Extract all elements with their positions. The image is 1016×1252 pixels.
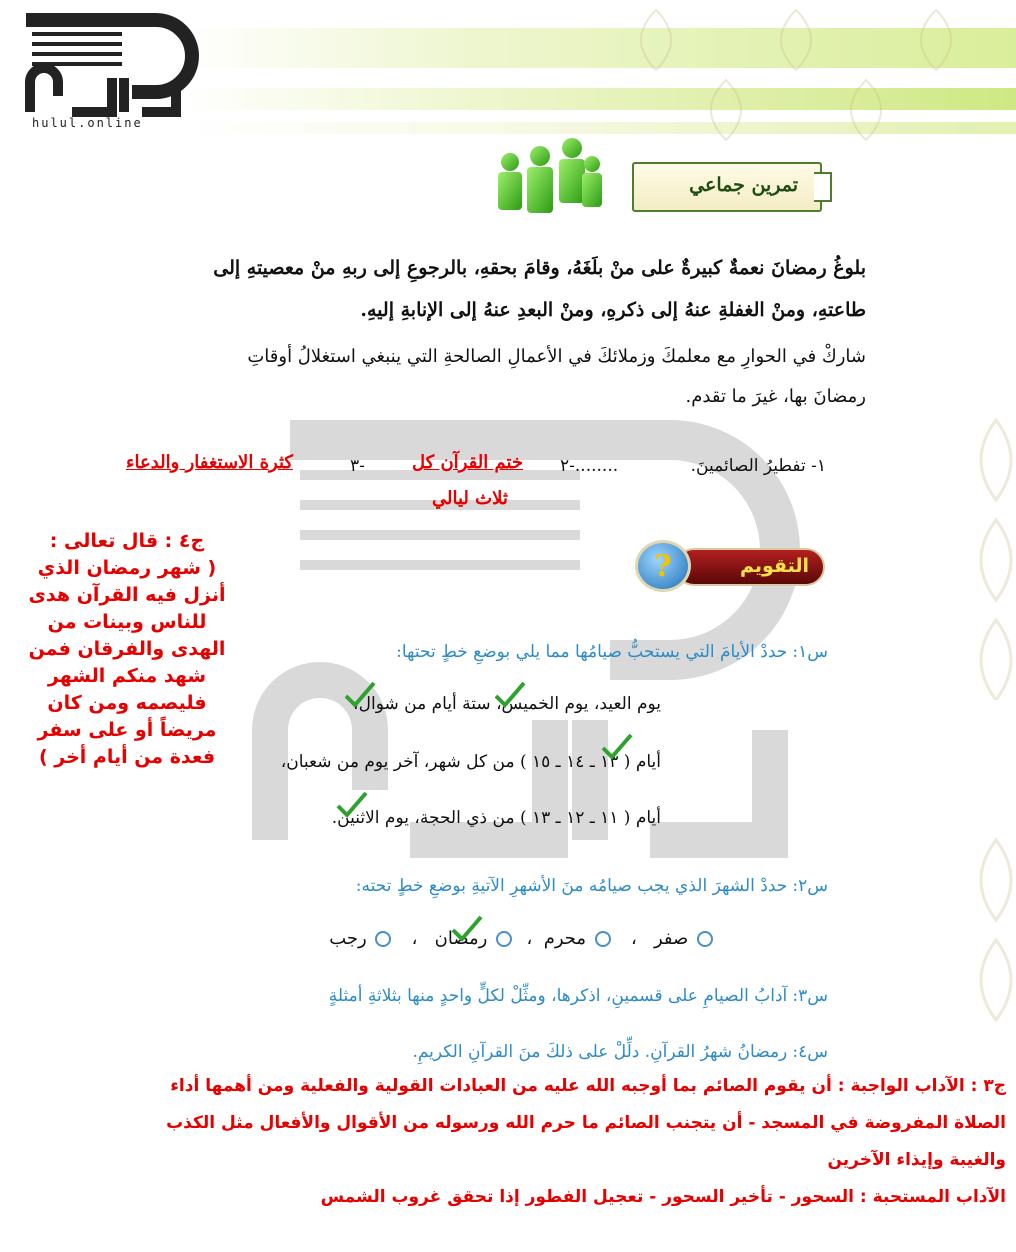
group-people-icon [488,130,608,215]
evaluation-title: التقويم [739,555,809,577]
question-1-label: س١: [792,642,828,662]
answer-4-line: أنزل فيه القرآن هدى [28,583,226,606]
option-circle[interactable] [595,931,611,947]
option-label: رجب [329,928,367,949]
question-2-label: س٢: [792,876,828,896]
answer-3-line: الصلاة المفروضة في المسجد - أن يتجنب الصائم ما حرم الله ورسوله من الأقوال والأفعال مثل الكذب [166,1113,1006,1133]
logo-icon [12,8,202,118]
ornament-pattern-icon [596,0,1016,150]
intro-line: بلوغُ رمضانَ نعمةٌ كبيرةٌ على منْ بلَغَهُ، وقامَ بحقهِ، بالرجوعِ إلى ربهِ منْ معصيتهِ إلى [213,257,866,279]
check-mark-icon [600,732,634,762]
section-header-box [632,162,822,212]
check-mark-icon [343,680,377,710]
check-mark-icon [493,680,527,710]
check-mark-icon [450,914,484,944]
question-mark-icon: ? [635,540,691,592]
option-circle[interactable] [697,931,713,947]
header-tab-decoration [814,172,832,202]
option-circle[interactable] [496,931,512,947]
activity-item-3-prefix [350,456,365,476]
option-label: محرم [543,928,587,949]
intro-line: طاعتهِ، ومنْ الغفلةِ عنهُ إلى ذكرهِ، ومنْ البعدِ عنهُ إلى الإنابةِ إليهِ. [360,299,866,321]
question-4 [412,1042,828,1062]
activity-item-2-answer: ختم القرآن كل [412,452,524,473]
answer-4-line: شهد منكم الشهر [47,664,207,687]
section-title: تمرين جماعي [689,174,798,196]
activity-number: ٢- [560,456,575,476]
answer-4-line: فليصمه ومن كان [47,691,207,714]
activity-number: ٣- [350,456,365,476]
answer-4-line: فعدة من أيام أخر ) [38,745,216,768]
check-mark-icon [335,790,369,820]
question-2-options: صفر ، محرم ، رمضان ، رجب [329,928,716,949]
answer-4-block [22,528,232,771]
answer-3-line: الآداب المستحبة : السحور - تأخير السحور - تعجيل الفطور إذا تحقق غروب الشمس [320,1187,1006,1207]
question-4-label: س٤: [792,1042,828,1062]
intro-line: رمضانَ بها، غيرَ ما تقدم. [685,386,866,407]
question-1-row: يوم العيد، يوم الخميس، ستة أيام من شوال، [353,694,661,714]
side-ornament-icon [956,400,1016,700]
answer-4-line: للناس وبينات من [47,610,207,633]
answer-4-line: ( شهر رمضان الذي [37,556,217,579]
question-3-label: س٣: [792,986,828,1006]
option-circle[interactable] [375,931,391,947]
question-2 [356,876,828,896]
option-label: رمضان [434,928,488,949]
activity-item-3-answer: كثرة الاستغفار والدعاء [126,452,293,473]
question-1-row: أيام ( ١٣ ـ ١٤ ـ ١٥ ) من كل شهر، آخر يوم من شعبان، [280,752,661,772]
answer-3-line: والغيبة وإيذاء الآخرين [827,1150,1006,1170]
question-4-text: رمضانُ شهرُ القرآنِ. دلِّلْ على ذلكَ منَ القرآنِ الكريمِ. [412,1042,788,1062]
intro-line: شاركْ في الحوارِ مع معلمكَ وزملائكَ في الأعمالِ الصالحةِ التي ينبغي استغلالُ أوقاتِ [247,346,866,367]
answer-4-line: ج٤ : قال تعالى : [49,530,205,552]
evaluation-bar [675,548,825,586]
question-2-text: حددْ الشهرَ الذي يجب صيامُه منَ الأشهرِ الآتيةِ بوضعِ خطٍ تحته: [355,876,788,896]
activity-item-2-answer-cont: ثلاث ليالي [432,488,508,509]
question-1-text: حددْ الأيامَ التي يستحبُّ صيامُها مما يلي بوضعِ خطٍ تحتها: [396,642,788,662]
answer-4-line: مريضاً أو على سفر [37,718,217,741]
question-1 [396,642,828,662]
activity-item-1: ١- تفطيرُ الصائمينَ. [690,456,826,476]
watermark-logo-icon [230,420,830,860]
hulul-logo [12,8,202,148]
question-1-row: أيام ( ١١ ـ ١٢ ـ ١٣ ) من ذي الحجة، يوم الاثنين. [331,808,661,828]
activity-item-2-prefix: ٢-........ [560,456,619,476]
answer-4-line: الهدى والفرقان فمن [28,637,226,660]
option-label: صفر [653,928,689,949]
answer-3-line: ج٣ : الآداب الواجبة : أن يقوم الصائم بما أوجبه الله عليه من العبادات القولية والفعلية ومن أهمها أداء [170,1076,1006,1096]
question-3-text: آدابُ الصيامِ على قسمينِ، اذكرها، ومثِّلْ لكلٍّ واحدٍ منها بثلاثةِ أمثلةٍ [328,986,788,1006]
question-3 [329,986,828,1006]
logo-latin-text: hulul.online [32,116,143,130]
evaluation-badge [635,540,825,592]
